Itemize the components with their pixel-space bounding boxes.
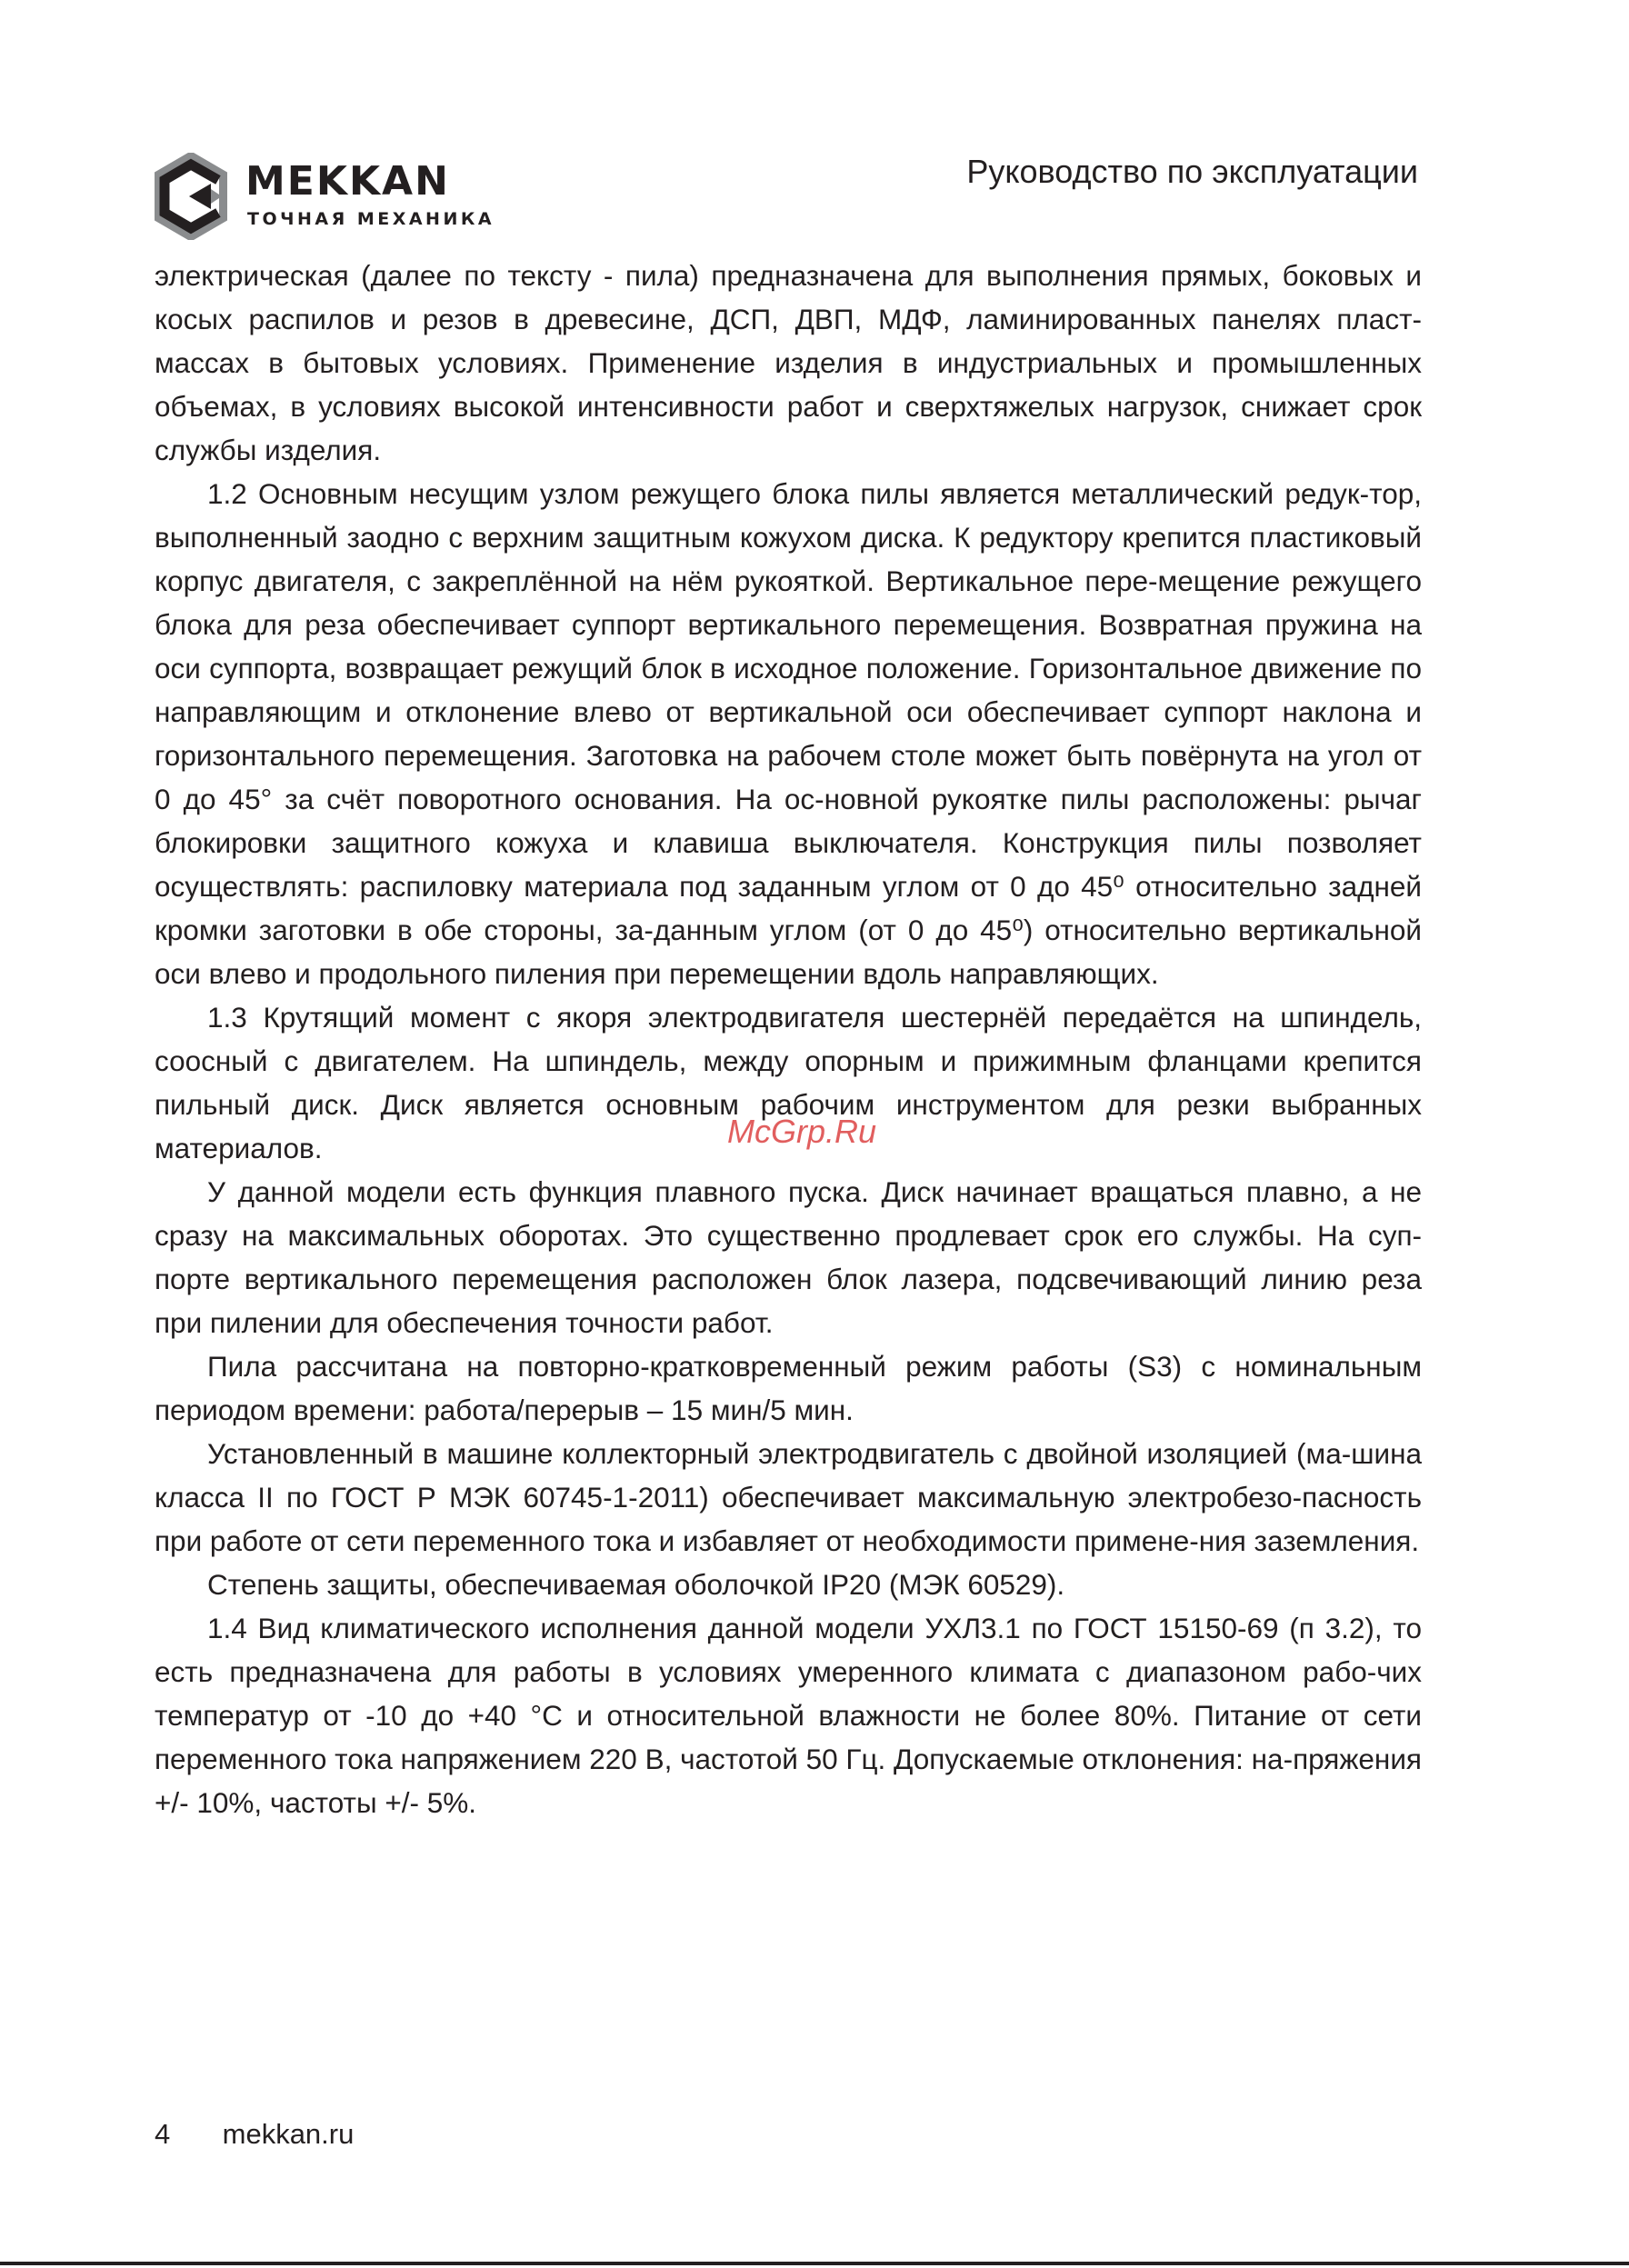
brand-name: MEKKAN xyxy=(245,158,450,205)
paragraph: 1.3 Крутящий момент с якоря электродвигателя шестернёй передаётся на шпиндель, соосный с двигателем. На шпиндель, между опорным и прижимным фланцами крепится пильный диск. Диск является основным рабочим инструментом для резки выбранных материалов. xyxy=(155,1001,1422,1164)
brand-logo xyxy=(155,153,495,244)
brand-tagline: ТОЧНАЯ МЕХАНИКА xyxy=(247,209,495,229)
watermark: McGrp.Ru xyxy=(727,1113,877,1150)
paragraph: 1.4 Вид климатического исполнения данной модели УХЛ3.1 по ГОСТ 15150-69 (п 3.2), то есть предназначена для работы в условиях умеренного климата с диапазоном рабо-чих температур от -10 до +40 °C и относительной влажности не более 80%. Питание от сети переменного тока напряжением 220 В, частотой 50 Гц. Допускаемые отклонения: на-пряжения +/- 10%, частоты +/- 5%. xyxy=(155,1612,1422,1819)
document-title: Руководство по эксплуатации xyxy=(966,153,1418,190)
document-body xyxy=(155,254,1422,1824)
paragraph: Пила рассчитана на повторно-кратковременный режим работы (S3) с номинальным периодом времени: работа/перерыв – 15 мин/5 мин. xyxy=(155,1350,1422,1426)
paragraph: электрическая (далее по тексту - пила) предназначена для выполнения прямых, боковых и косых распилов и резов в древесине, ДСП, ДВП, МДФ, ламинированных панелях пласт-массах в бытовых условиях. Применение изделия в индустриальных и промышленных объемах, в условиях высокой интенсивности работ и сверхтяжелых нагрузок, снижает срок службы изделия. xyxy=(155,259,1422,466)
paragraph: 1.2 Основным несущим узлом режущего блока пилы является металлический редук-тор, выполненный заодно с верхним защитным кожухом диска. К редуктору крепится пластиковый корпус двигателя, с закреплённой на нём рукояткой. Вертикальное пере-мещение режущего блока для реза обеспечивает суппорт вертикального перемещения. Возвратная пружина на оси суппорта, возвращает режущий блок в исходное положение. Горизонтальное движение по направляющим и отклонение влево от вертикальной оси обеспечивает суппорт наклона и горизонтального перемещения. Заготовка на рабочем столе может быть повёрнута на угол от 0 до 45° за счёт поворотного основания. На ос-новной рукоятке пилы расположены: рычаг блокировки защитного кожуха и клавиша выключателя. Конструкция пилы позволяет осуществлять: распиловку материала под заданным углом от 0 до 45⁰ относительно задней кромки заготовки в обе стороны, за-данным углом (от 0 до 45⁰) относительно вертикальной оси влево и продольного пиления при перемещении вдоль направляющих. xyxy=(155,477,1422,990)
logo-hexagon-icon xyxy=(155,153,227,240)
page-footer xyxy=(155,2118,354,2151)
paragraph: У данной модели есть функция плавного пуска. Диск начинает вращаться плавно, а не сразу на максимальных оборотах. Это существенно продлевает срок его службы. На суп-порте вертикального перемещения расположен блок лазера, подсвечивающий линию реза при пилении для обеспечения точности работ. xyxy=(155,1175,1422,1339)
bottom-divider xyxy=(0,2262,1629,2265)
footer-website-link[interactable]: mekkan.ru xyxy=(222,2118,355,2150)
paragraph: Степень защиты, обеспечиваемая оболочкой IP20 (МЭК 60529). xyxy=(207,1568,1065,1601)
paragraph: Установленный в машине коллекторный электродвигатель с двойной изоляцией (ма-шина класса II по ГОСТ Р МЭК 60745-1-2011) обеспечивает максимальную электробезо-пасность при работе от сети переменного тока и избавляет от необходимости примене-ния заземления. xyxy=(155,1437,1422,1557)
page-number: 4 xyxy=(155,2118,171,2150)
